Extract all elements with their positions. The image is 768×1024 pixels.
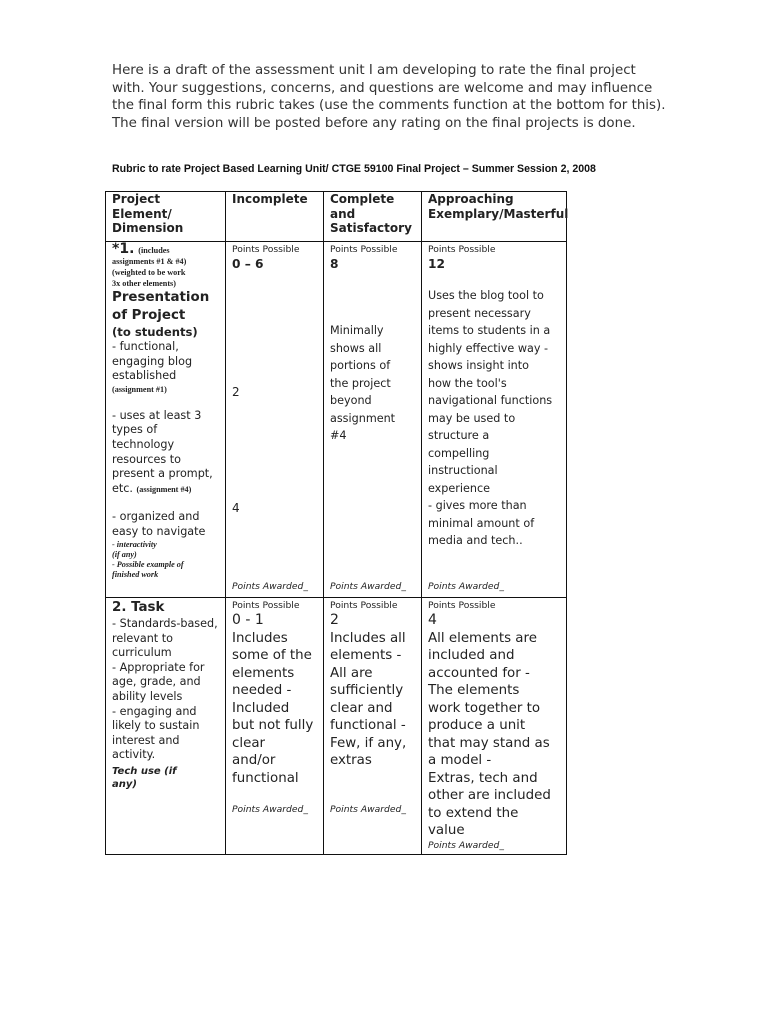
description-line: some of the [232,648,312,663]
incomplete-cell-task [226,598,324,855]
points-value: 2 [232,385,240,399]
description-line: functional - [330,718,406,733]
description-line: Minimally [330,324,384,337]
criteria-note: (assignment #4) [136,484,192,494]
element-title: 2. Task [112,600,165,615]
description-line: structure a [428,429,490,442]
description-line: Few, if any, [330,735,407,751]
complete-cell-task [324,598,422,855]
element-note: (includes [138,246,170,255]
description-line: other are included [428,788,551,803]
points-awarded-label: Points Awarded_ [428,839,504,851]
description-line: beyond [330,394,372,407]
criteria-line: - Standards-based, [112,617,218,630]
criteria-line: likely to sustain [112,719,200,733]
criteria-line: - Appropriate for [112,660,205,674]
description-line: navigational functions [428,394,553,407]
criteria-line: - functional, [112,340,179,353]
criteria-line: types of [112,423,158,437]
criteria-line: engaging blog [112,354,193,368]
points-possible-label: Points Possible [428,600,496,611]
description-line: Includes all [330,630,406,646]
element-subtitle: (to students) [112,325,198,339]
points-awarded-label: Points Awarded_ [232,580,308,592]
description-line: a model - [428,753,492,768]
header-row [106,192,567,242]
description-line: assignment [330,411,396,425]
criteria-italic: finished work [112,569,159,579]
description-line: Extras, tech and [428,770,538,786]
description-line: shows insight into [428,359,529,372]
description-line: needed - [232,683,292,698]
description-line: may be used to [428,411,516,425]
points-awarded-label: Points Awarded_ [428,580,504,592]
header-exemplary [422,192,567,242]
points-possible-label: Points Possible [232,244,300,255]
description-line: The elements [428,683,520,698]
description-line: work together to [428,700,541,716]
description-line: Included [232,700,290,716]
element-cell-task [106,598,226,855]
element-title: of Project [112,308,186,323]
description-line: clear [232,735,266,751]
criteria-line: etc. [112,481,133,495]
points-value: 4 [232,501,240,515]
criteria-line: age, grade, and [112,675,201,689]
description-line: instructional [428,464,498,477]
description-line: and/or [232,753,276,768]
exemplary-cell-task [422,598,567,855]
description-line: elements - [330,648,402,663]
element-note: (weighted to be work [112,268,186,277]
incomplete-cell-presentation [226,242,324,598]
description-line: Uses the blog tool to [428,289,544,302]
description-line: value [428,823,465,838]
criteria-italic: Tech use (if [112,765,177,777]
points-value: 0 – 6 [232,257,264,271]
element-title: Presentation [112,290,210,305]
criteria-line: present a prompt, [112,467,213,481]
rubric-row-presentation [106,242,567,598]
description-line: Includes [232,630,288,646]
exemplary-cell-presentation [422,242,567,598]
criteria-line: easy to navigate [112,524,206,538]
points-possible-label: Points Possible [428,244,496,255]
description-line: included and [428,648,515,663]
intro-paragraph: Here is a draft of the assessment unit I am developing to rate the final project with. Your suggestions, concerns, and questions are welcome and may influence the final form this rubric takes (use the comments function at the bottom for this). The final version will be posted before any rating on the final projects is done. [112,63,666,131]
description-line: present necessary [428,306,531,320]
points-awarded-label: Points Awarded_ [330,580,406,592]
description-line: portions of [330,359,391,372]
points-awarded-label: Points Awarded_ [232,804,308,815]
description-line: that may stand as [428,735,550,751]
header-text: Satisfactory [330,221,412,235]
criteria-line: curriculum [112,646,172,660]
description-line: 4 [428,612,437,628]
rubric-title: Rubric to rate Project Based Learning Unit/ CTGE 59100 Final Project – Summer Session 2, 2008 [112,163,596,175]
header-text: Incomplete [232,192,308,206]
description-line: 2 [330,612,339,628]
description-line: produce a unit [428,718,526,733]
description-line: sufficiently [330,683,404,698]
points-awarded-label: Points Awarded_ [330,804,406,815]
element-note: 3x other elements) [112,279,176,288]
description-line: 0 - 1 [232,612,264,628]
description-line: All elements are [428,630,537,646]
description-line: media and tech.. [428,534,523,547]
points-value: 8 [330,257,339,271]
description-line: items to students in a [428,324,551,337]
criteria-line: interest and [112,733,180,747]
header-incomplete [226,192,324,242]
description-line: how the tool's [428,376,507,390]
header-text: Complete and [330,192,395,221]
criteria-note: (assignment #1) [112,384,167,394]
header-project-element [106,192,226,242]
criteria-line: - organized and [112,510,200,524]
description-line: shows all [330,341,382,355]
element-number: *1. [112,241,135,257]
description-line: compelling [428,446,490,460]
rubric-row-task [106,598,567,855]
description-line: functional [232,770,299,786]
criteria-italic: (if any) [112,549,137,559]
header-text: Approaching [428,192,514,206]
criteria-line: technology [112,437,175,451]
element-note: assignments #1 & #4) [112,257,187,266]
description-line: experience [428,481,491,495]
rubric-table [105,191,567,855]
description-line: clear and [330,700,393,716]
description-line: but not fully [232,718,314,733]
criteria-line: established [112,369,177,383]
description [428,287,562,550]
header-text: Dimension [112,221,184,235]
points-possible-label: Points Possible [330,600,398,611]
header-text: Project Element/ [112,192,172,221]
criteria-line: relevant to [112,631,173,645]
points-value: 12 [428,257,445,271]
description-line: All are [330,665,373,681]
criteria-line: - uses at least 3 [112,408,202,422]
criteria-italic: any) [112,778,137,790]
description-line: accounted for - [428,665,530,681]
description-line: the project [330,376,391,390]
description-line: highly effective way - [428,341,549,355]
criteria-line: resources to [112,452,182,466]
points-possible-label: Points Possible [330,244,398,255]
description-line: #4 [330,429,347,442]
criteria-line: ability levels [112,689,183,703]
description [330,322,417,445]
description-line: extras [330,753,372,768]
points-possible-label: Points Possible [232,600,300,611]
criteria-italic: - interactivity [112,539,157,549]
header-text: Exemplary/Masterful [428,206,569,221]
complete-cell-presentation [324,242,422,598]
header-complete [324,192,422,242]
criteria-line: - engaging and [112,704,197,718]
description-line: elements [232,665,295,681]
description-line: minimal amount of [428,516,535,530]
element-cell-presentation [106,242,226,598]
description-line: - gives more than [428,499,527,512]
criteria-line: activity. [112,748,156,762]
description-line: to extend the [428,805,519,821]
criteria-italic: - Possible example of [112,559,184,569]
